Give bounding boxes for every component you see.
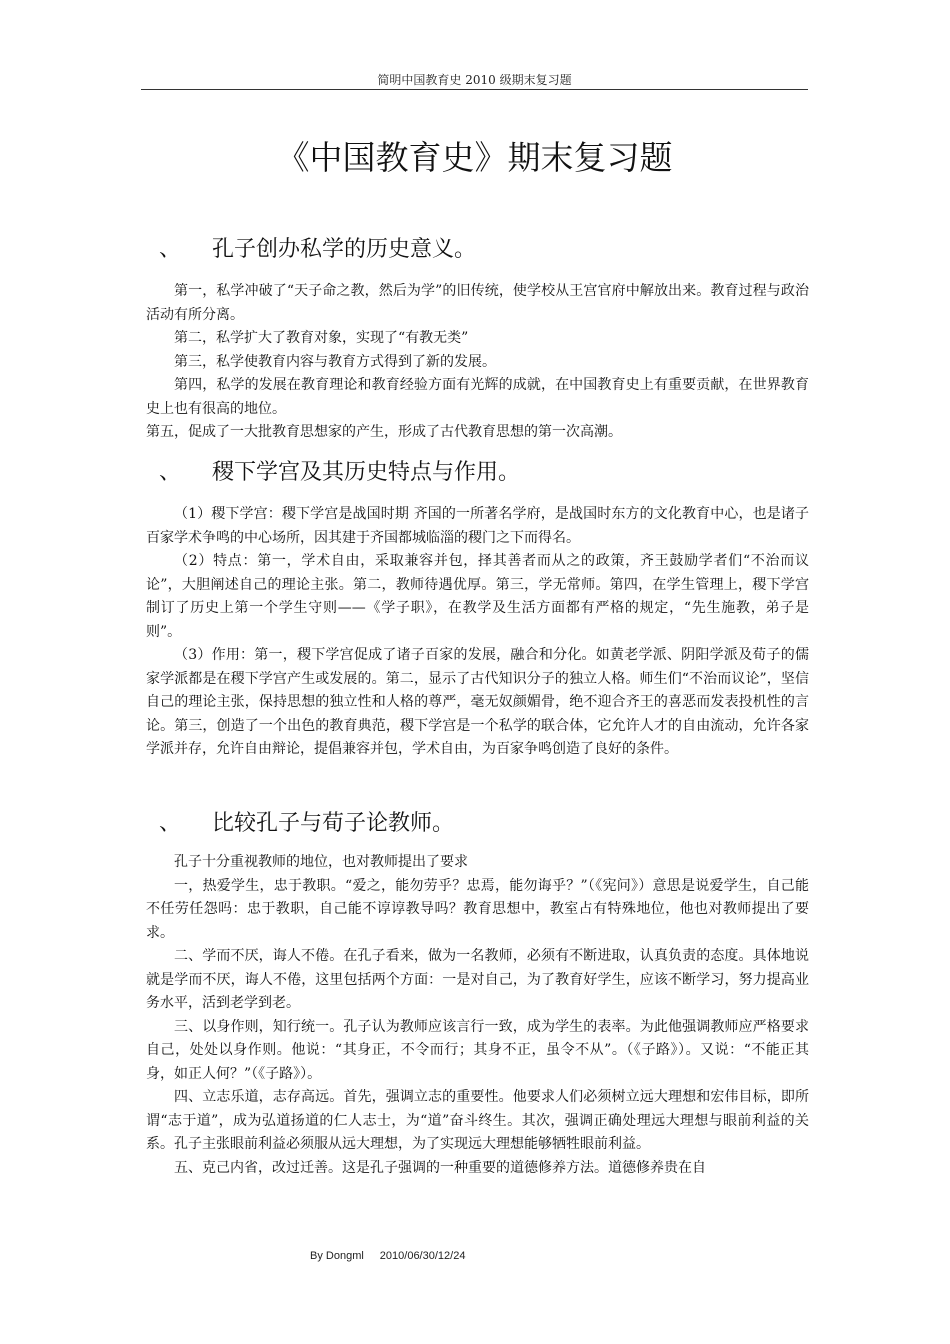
header-rule [141, 89, 808, 90]
section-body-2 [146, 503, 809, 762]
section-heading-text: 孔子创办私学的历史意义。 [212, 237, 477, 262]
paragraph: 第一，私学冲破了“天子命之教，然后为学”的旧传统，使学校从王宫官府中解放出来。教育过程与政治活动有所分离。 [146, 283, 809, 323]
paragraph: 三、以身作则，知行统一。孔子认为教师应该言行一致，成为学生的表率。为此他强调教师应严格要求自己，处处以身作则。他说：“其身正，不令而行；其身不正，虽令不从”。（《子路》）。又说：“不能正其身，如正人何？”（《子路》）。 [146, 1018, 809, 1082]
paragraph: 第三，私学使教育内容与教育方式得到了新的发展。 [174, 353, 496, 370]
paragraph: 第四，私学的发展在教育理论和教育经验方面有光辉的成就，在中国教育史上有重要贡献，在世界教育史上也有很高的地位。 [146, 377, 809, 417]
paragraph: 第二，私学扩大了教育对象，实现了“有教无类” [174, 330, 469, 346]
section-marker: 、 [159, 237, 182, 262]
paragraph: （2）特点：第一，学术自由，采取兼容并包，择其善者而从之的政策，齐王鼓励学者们“不治而议论”，大胆阐述自己的理论主张。第二，教师待遇优厚。第三，学无常师。第四，在学生管理上，稷下学宫制订了历史上第一个学生守则——《学子职》，在教学及生活方面都有严格的规定，“先生施教，弟子是则”。 [146, 553, 809, 640]
section-heading-1 [141, 232, 808, 266]
section-marker: 、 [159, 811, 182, 836]
page-title: 《中国教育史》期末复习题 [276, 138, 673, 177]
footer-author: By Dongml [310, 1250, 364, 1262]
paragraph: 二、学而不厌，诲人不倦。在孔子看来，做为一名教师，必须有不断进取，认真负责的态度。具体地说就是学而不厌，诲人不倦，这里包括两个方面：一是对自己，为了教育好学生，应该不断学习，努力提高业务水平，活到老学到老。 [146, 948, 809, 1011]
section-heading-text: 比较孔子与荀子论教师。 [212, 811, 455, 836]
section-body-3 [146, 851, 809, 1180]
footer-date: 2010/06/30/12/24 [379, 1250, 466, 1262]
paragraph: 四、立志乐道，志存高远。首先，强调立志的重要性。他要求人们必须树立远大理想和宏伟目标，即所谓“志于道”，成为弘道扬道的仁人志士，为“道”奋斗终生。其次，强调正确处理远大理想与眼前利益的关系。孔子主张眼前利益必须服从远大理想，为了实现远大理想能够牺牲眼前利益。 [146, 1089, 809, 1152]
section-heading-3 [141, 806, 808, 840]
section-heading-2 [141, 455, 808, 489]
section-body-1 [146, 280, 809, 445]
paragraph: 一，热爱学生，忠于教职。“爱之，能勿劳乎？忠焉，能勿诲乎？”（《宪问》）意思是说爱学生，自己能不任劳任怨吗：忠于教职，自己能不谆谆教导吗？教育思想中，教室占有特殊地位，他也对教师提出了要求。 [146, 877, 809, 941]
paragraph: 孔子十分重视教师的地位，也对教师提出了要求 [174, 854, 468, 870]
paragraph: （3）作用：第一，稷下学宫促成了诸子百家的发展，融合和分化。如黄老学派、阴阳学派及荀子的儒家学派都是在稷下学宫产生或发展的。第二，显示了古代知识分子的独立人格。师生们“不治而议论”，坚信自己的理论主张，保持思想的独立性和人格的尊严，毫无奴颜媚骨，绝不迎合齐王的喜恶而发表投机性的言论。第三，创造了一个出色的教育典范，稷下学宫是一个私学的联合体，它允许人才的自由流动，允许各家学派并存，允许自由辩论，提倡兼容并包，学术自由，为百家争鸣创造了良好的条件。 [146, 647, 809, 757]
page-footer [310, 1250, 465, 1262]
paragraph: 第五，促成了一大批教育思想家的产生，形成了古代教育思想的第一次高潮。 [146, 424, 622, 440]
section-heading-text: 稷下学宫及其历史特点与作用。 [212, 460, 521, 485]
running-header: 简明中国教育史 2010 级期末复习题 [377, 73, 572, 87]
paragraph: （1）稷下学宫：稷下学宫是战国时期 齐国的一所著名学府，是战国时东方的文化教育中心，也是诸子百家学术争鸣的中心场所，因其建于齐国都城临淄的稷门之下而得名。 [146, 506, 809, 546]
paragraph: 五、克己内省，改过迁善。这是孔子强调的一种重要的道德修养方法。道德修养贵在自 [174, 1159, 706, 1176]
section-marker: 、 [159, 460, 182, 485]
